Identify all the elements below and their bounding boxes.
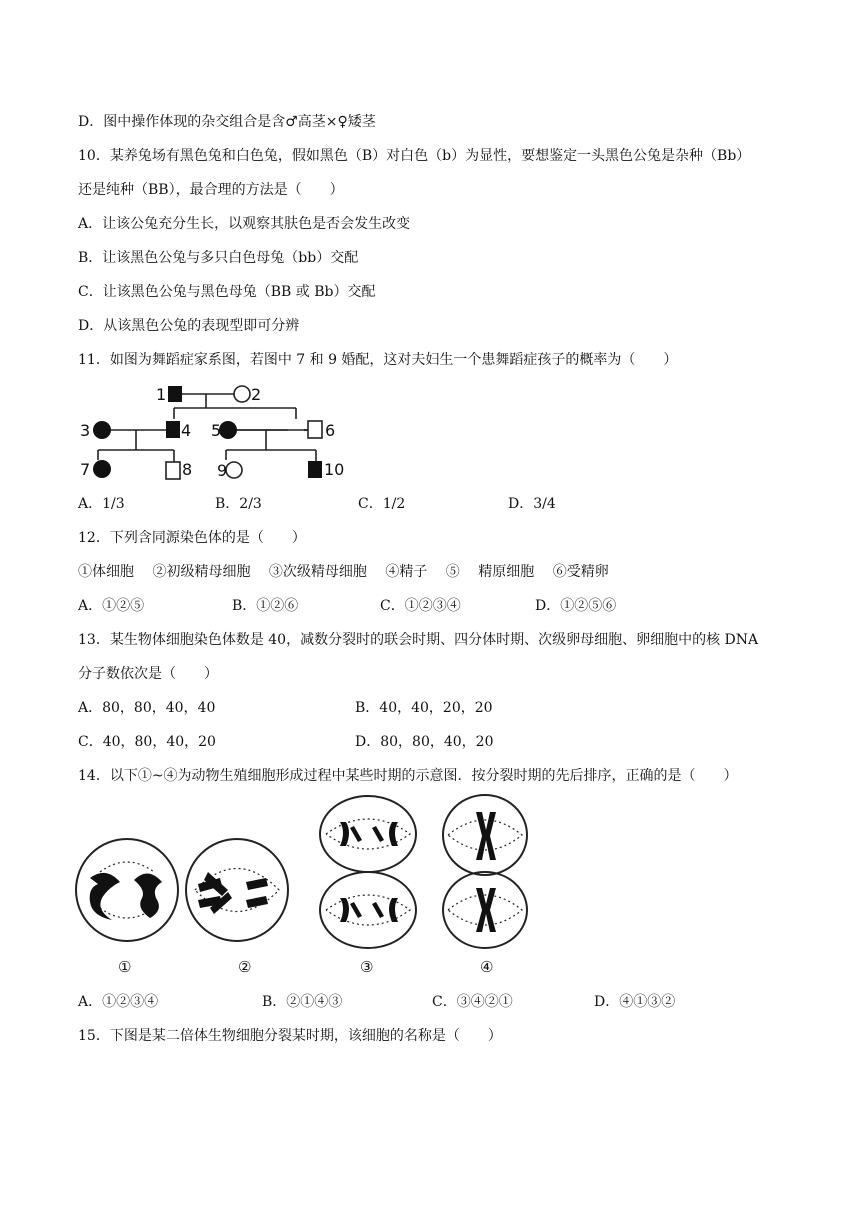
q10-option-c: C．让该黑色公兔与黑色母兔（BB 或 Bb）交配 (78, 284, 376, 300)
pedigree-male-1-affected (168, 386, 182, 402)
pedigree-chart (70, 378, 360, 488)
pedigree-number: 4 (181, 421, 192, 440)
q12-option-a: A．①②⑤ (78, 598, 145, 614)
pedigree-male-8 (166, 462, 180, 479)
pedigree-number: 7 (80, 460, 91, 479)
figure-label-3: ③ (360, 958, 374, 976)
q10-stem-line1: 10．某养兔场有黑色兔和白色兔，假如黑色（B）对白色（b）为显性，要想鉴定一头黑色公兔是杂种（Bb） (78, 148, 751, 164)
q12-items: ①体细胞 ②初级精母细胞 ③次级精母细胞 ④精子 ⑤ 精原细胞 ⑥受精卵 (78, 564, 609, 580)
q10-option-b: B．让该黑色公兔与多只白色母兔（bb）交配 (78, 250, 359, 266)
q13-option-c: C．40，80，40，20 (78, 734, 216, 750)
pedigree-number: 8 (182, 460, 193, 479)
pedigree-number: 10 (324, 460, 345, 479)
figure-label-1: ① (118, 958, 132, 976)
q11-option-c: C．1/2 (358, 496, 406, 512)
q13-option-a: A．80，80，40，40 (78, 700, 216, 716)
pedigree-female-5-affected (219, 421, 237, 439)
q15-stem: 15．下图是某二倍体生物细胞分裂某时期，该细胞的名称是（ ） (78, 1028, 502, 1044)
pedigree-number: 2 (251, 385, 262, 404)
q13-option-d: D．80，80，40，20 (355, 734, 494, 750)
q13-stem-line1: 13．某生物体细胞染色体数是 40，减数分裂时的联会时期、四分体时期、次级卵母细胞、卵细胞中的核 DNA (78, 632, 759, 648)
q14-option-b: B．②①④③ (262, 994, 343, 1010)
q11-option-b: B．2/3 (215, 496, 262, 512)
q11-stem: 11．如图为舞蹈症家系图，若图中 7 和 9 婚配，这对夫妇生一个患舞蹈症孩子的概率为（ ） (78, 352, 678, 368)
pedigree-number: 6 (325, 421, 336, 440)
pedigree-female-3-affected (93, 421, 111, 439)
q14-option-c: C．③④②① (432, 994, 513, 1010)
figure-label-4: ④ (480, 958, 494, 976)
q13-option-b: B．40，40，20，20 (355, 700, 493, 716)
pedigree-number: 5 (211, 421, 222, 440)
q12-option-c: C．①②③④ (380, 598, 461, 614)
pedigree-female-2 (234, 386, 250, 402)
q14-stem: 14．以下①~④为动物生殖细胞形成过程中某些时期的示意图．按分裂时期的先后排序，正确的是（ ） (78, 768, 738, 784)
pedigree-male-10-affected (308, 461, 322, 478)
pedigree-male-6 (308, 421, 322, 438)
pedigree-male-4-affected (166, 421, 180, 438)
q11-option-a: A．1/3 (78, 496, 125, 512)
pedigree-number: 3 (80, 421, 91, 440)
q12-stem: 12．下列含同源染色体的是（ ） (78, 530, 306, 546)
q11-option-d: D．3/4 (508, 496, 556, 512)
pedigree-number: 9 (217, 461, 228, 480)
pedigree-number: 1 (156, 385, 167, 404)
q10-option-a: A．让该公兔充分生长，以观察其肤色是否会发生改变 (78, 216, 411, 232)
q9-option-d: D．图中操作体现的杂交组合是含♂高茎×♀矮茎 (78, 114, 376, 130)
q10-stem-line2: 还是纯种（BB），最合理的方法是（ ） (78, 182, 344, 198)
cell-division-figures (70, 792, 540, 952)
q14-option-d: D．④①③② (594, 994, 676, 1010)
pedigree-female-7-affected (93, 460, 111, 478)
q14-option-a: A．①②③④ (78, 994, 159, 1010)
figure-label-2: ② (238, 958, 252, 976)
pedigree-female-9 (226, 462, 242, 478)
q12-option-b: B．①②⑥ (232, 598, 299, 614)
q10-option-d: D．从该黑色公兔的表现型即可分辨 (78, 318, 300, 334)
q13-stem-line2: 分子数依次是（ ） (78, 666, 218, 682)
q12-option-d: D．①②⑤⑥ (535, 598, 617, 614)
